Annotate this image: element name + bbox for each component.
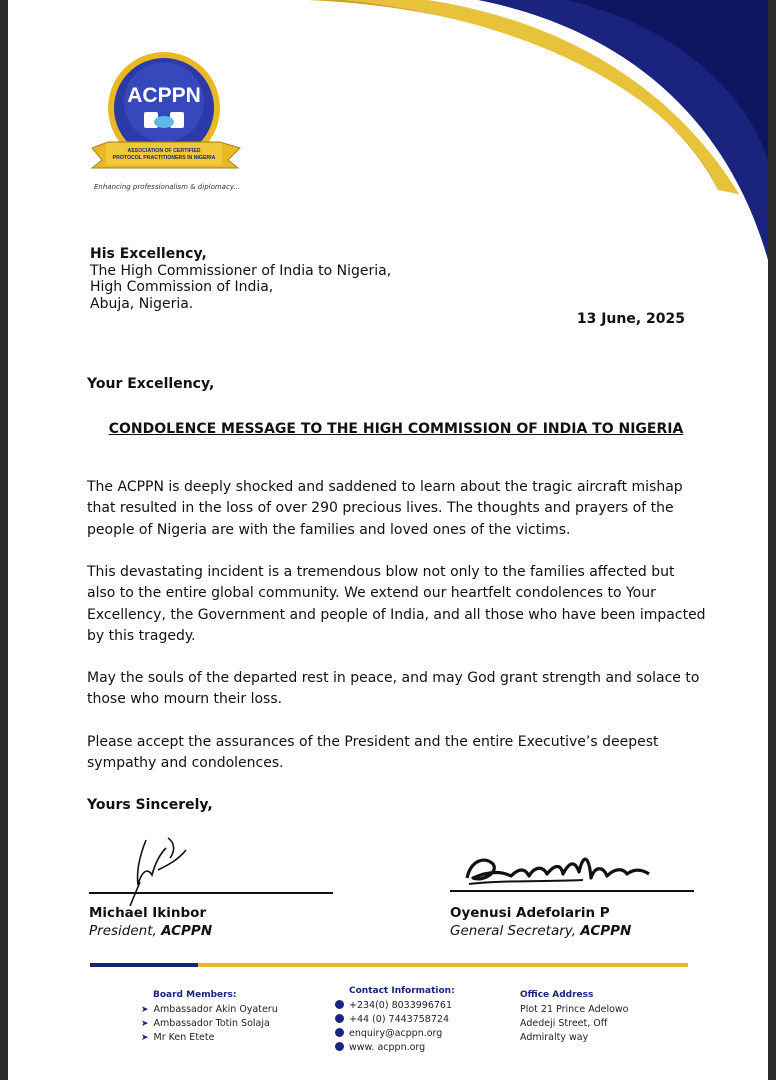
contact-heading: Contact Information:: [349, 986, 455, 996]
board-member: ➤ Mr Ken Etete: [141, 1032, 215, 1043]
chevron-right-icon: ➤: [141, 1019, 149, 1029]
body-paragraph: This devastating incident is a tremendous blow not only to the families affected but also to the entire global community. We extend our heartfelt condolences to Your Excellency, the Government and people of India, and all those who have been impacted by this tragedy.: [87, 564, 706, 644]
subject-line: CONDOLENCE MESSAGE TO THE HIGH COMMISSION OF INDIA TO NIGERIA: [108, 421, 684, 437]
contact-phone: +234(0) 8033996761: [335, 1000, 452, 1011]
recipient-line: High Commission of India,: [90, 279, 274, 295]
logo-text: ACPPN: [127, 84, 201, 107]
salutation: Your Excellency,: [87, 376, 215, 392]
chevron-right-icon: ➤: [141, 1033, 149, 1043]
closing: Yours Sincerely,: [87, 797, 213, 813]
letter-date: 13 June, 2025: [576, 311, 685, 327]
body-paragraph: Please accept the assurances of the President and the entire Executive’s deepest sympathy and condolences.: [87, 734, 659, 772]
board-heading: Board Members:: [153, 990, 237, 1000]
general-secretary-title: General Secretary, ACPPN: [450, 923, 632, 939]
letter-page: [8, 0, 768, 1080]
phone-icon: [335, 1014, 344, 1023]
recipient-title: His Excellency,: [90, 246, 207, 262]
signature-line-right: [450, 890, 694, 892]
general-secretary-signature: [463, 850, 653, 892]
contact-website: www. acppn.org: [335, 1042, 425, 1053]
office-address-line: Plot 21 Prince Adelowo: [520, 1004, 629, 1015]
recipient-line: Abuja, Nigeria.: [90, 295, 194, 312]
acppn-logo: [88, 50, 248, 200]
contact-phone: +44 (0) 7443758724: [335, 1014, 449, 1025]
office-address-line: Admiralty way: [520, 1032, 589, 1043]
board-member: ➤ Ambassador Totin Solaja: [141, 1018, 270, 1029]
president-title: President, ACPPN: [89, 923, 213, 939]
contact-email: enquiry@acppn.org: [335, 1028, 442, 1039]
president-signature: [118, 830, 208, 910]
recipient-address: [90, 246, 391, 312]
footer-divider: [90, 963, 688, 967]
board-member: ➤ Ambassador Akin Oyateru: [141, 1004, 278, 1015]
svg-text:PROTOCOL PRACTITIONERS IN NIGE: PROTOCOL PRACTITIONERS IN NIGERIA: [112, 155, 216, 161]
general-secretary-name: Oyenusi Adefolarin P: [450, 905, 610, 921]
svg-text:ASSOCIATION OF CERTIFIED: ASSOCIATION OF CERTIFIED: [127, 148, 201, 154]
body-paragraph: May the souls of the departed rest in peace, and may God grant strength and solace to those who mourn their loss.: [87, 670, 700, 708]
office-address-line: Adedeji Street, Off: [520, 1018, 608, 1029]
office-heading: Office Address: [520, 990, 594, 1000]
president-name: Michael Ikinbor: [89, 905, 207, 921]
chevron-right-icon: ➤: [141, 1005, 149, 1015]
phone-icon: [335, 1000, 344, 1009]
recipient-line: The High Commissioner of India to Nigeria,: [90, 262, 392, 279]
logo-tagline: Enhancing professionalism & diplomacy...: [94, 183, 241, 191]
body-paragraph: The ACPPN is deeply shocked and saddened to learn about the tragic aircraft mishap that resulted in the loss of over 290 precious lives. The thoughts and prayers of the people of Nigeria are with the families and loved ones of the victims.: [87, 479, 683, 538]
globe-icon: [335, 1042, 344, 1051]
email-icon: [335, 1028, 344, 1037]
signature-line-left: [89, 892, 333, 894]
